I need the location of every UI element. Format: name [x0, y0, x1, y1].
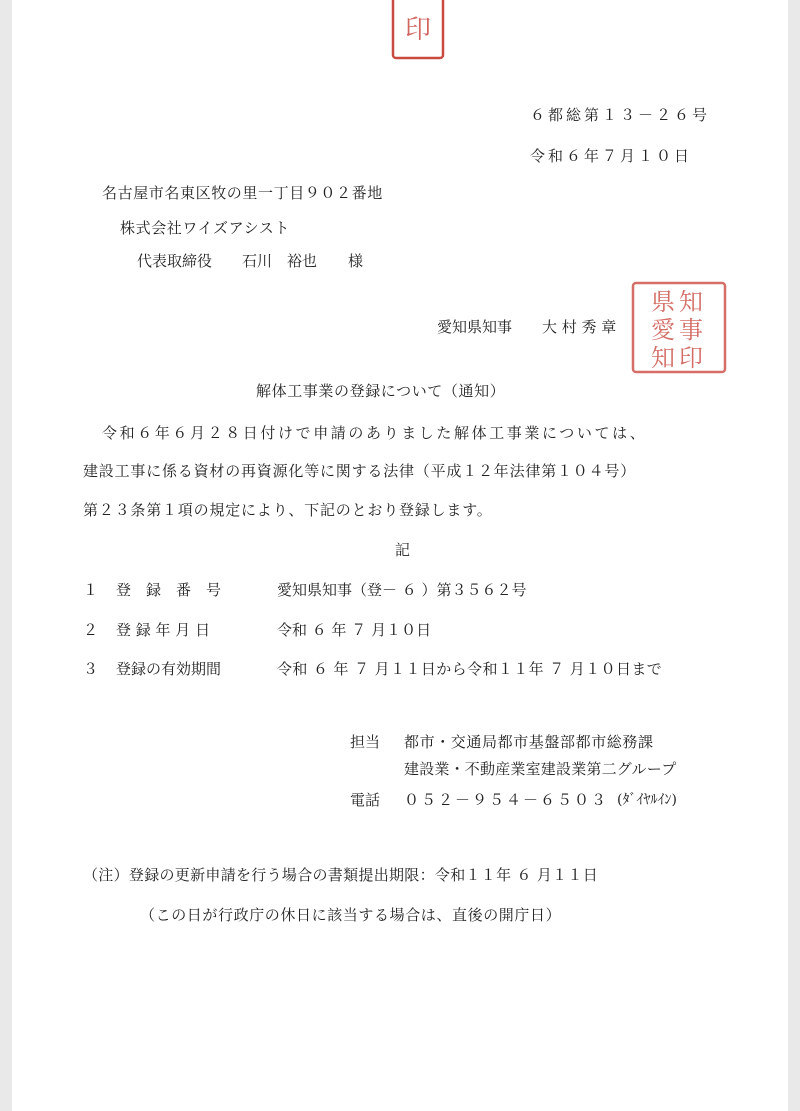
ki-heading: 記 [395, 541, 411, 559]
subject-title: 解体工事業の登録について（通知） [256, 382, 506, 400]
item-2-label: 登 録 年 月 日 [116, 621, 211, 639]
top-seal-stamp [390, 0, 446, 62]
item-1-number: １ [83, 581, 99, 599]
contact-phone-note: (ﾀﾞｲﾔﾙｲﾝ) [617, 792, 677, 808]
svg-text:知印: 知印 [651, 344, 707, 372]
svg-text:印: 印 [404, 15, 432, 45]
body-line-1: 令和６年６月２８日付けで申請のありました解体工事業については、 [102, 424, 648, 442]
item-3-value: 令和 ６ 年 ７ 月１１日から令和１１年 ７ 月１０日まで [277, 660, 663, 678]
note-deadline: （注）登録の更新申請を行う場合の書類提出期限：令和１１年 ６ 月１１日 [83, 866, 599, 884]
svg-text:県知: 県知 [651, 288, 707, 316]
recipient-honorific: 様 [348, 252, 364, 270]
recipient-rep-name: 石川 裕也 [242, 252, 318, 270]
svg-text:愛事: 愛事 [651, 316, 707, 344]
contact-phone-number: ０５２－９５４－６５０３ [404, 791, 609, 809]
item-3-number: ３ [83, 660, 99, 678]
sender-title: 愛知県知事 [437, 318, 513, 336]
document-date: 令和６年７月１０日 [530, 147, 693, 165]
document-page [12, 0, 788, 1111]
document-number: ６都総第１３－２６号 [530, 106, 711, 124]
item-1-label: 登 録 番 号 [116, 581, 222, 599]
recipient-rep-title: 代表取締役 [137, 252, 213, 270]
body-line-3: 第２３条第１項の規定により、下記のとおり登録します。 [83, 501, 493, 519]
contact-phone-label: 電話 [350, 791, 381, 809]
item-1-value: 愛知県知事（登－ ６ ）第３５６２号 [277, 581, 527, 599]
contact-tanto-label: 担当 [350, 733, 381, 751]
item-2-number: ２ [83, 621, 99, 639]
contact-dept-line-1: 都市・交通局都市基盤部都市総務課 [404, 733, 654, 751]
item-3-label: 登録の有効期間 [116, 660, 222, 678]
contact-dept-line-2: 建設業・不動産業室建設業第二グループ [404, 760, 677, 778]
item-2-value: 令和 ６ 年 ７ 月１０日 [277, 621, 432, 639]
governor-seal-stamp [630, 280, 728, 375]
body-line-2: 建設工事に係る資材の再資源化等に関する法律（平成１２年法律第１０４号） [83, 462, 637, 480]
recipient-company: 株式会社ワイズアシスト [120, 219, 290, 237]
note-holiday: （この日が行政庁の休日に該当する場合は、直後の開庁日） [140, 906, 562, 924]
recipient-address: 名古屋市名東区牧の里一丁目９０２番地 [102, 184, 383, 202]
sender-name: 大 村 秀 章 [542, 318, 617, 336]
